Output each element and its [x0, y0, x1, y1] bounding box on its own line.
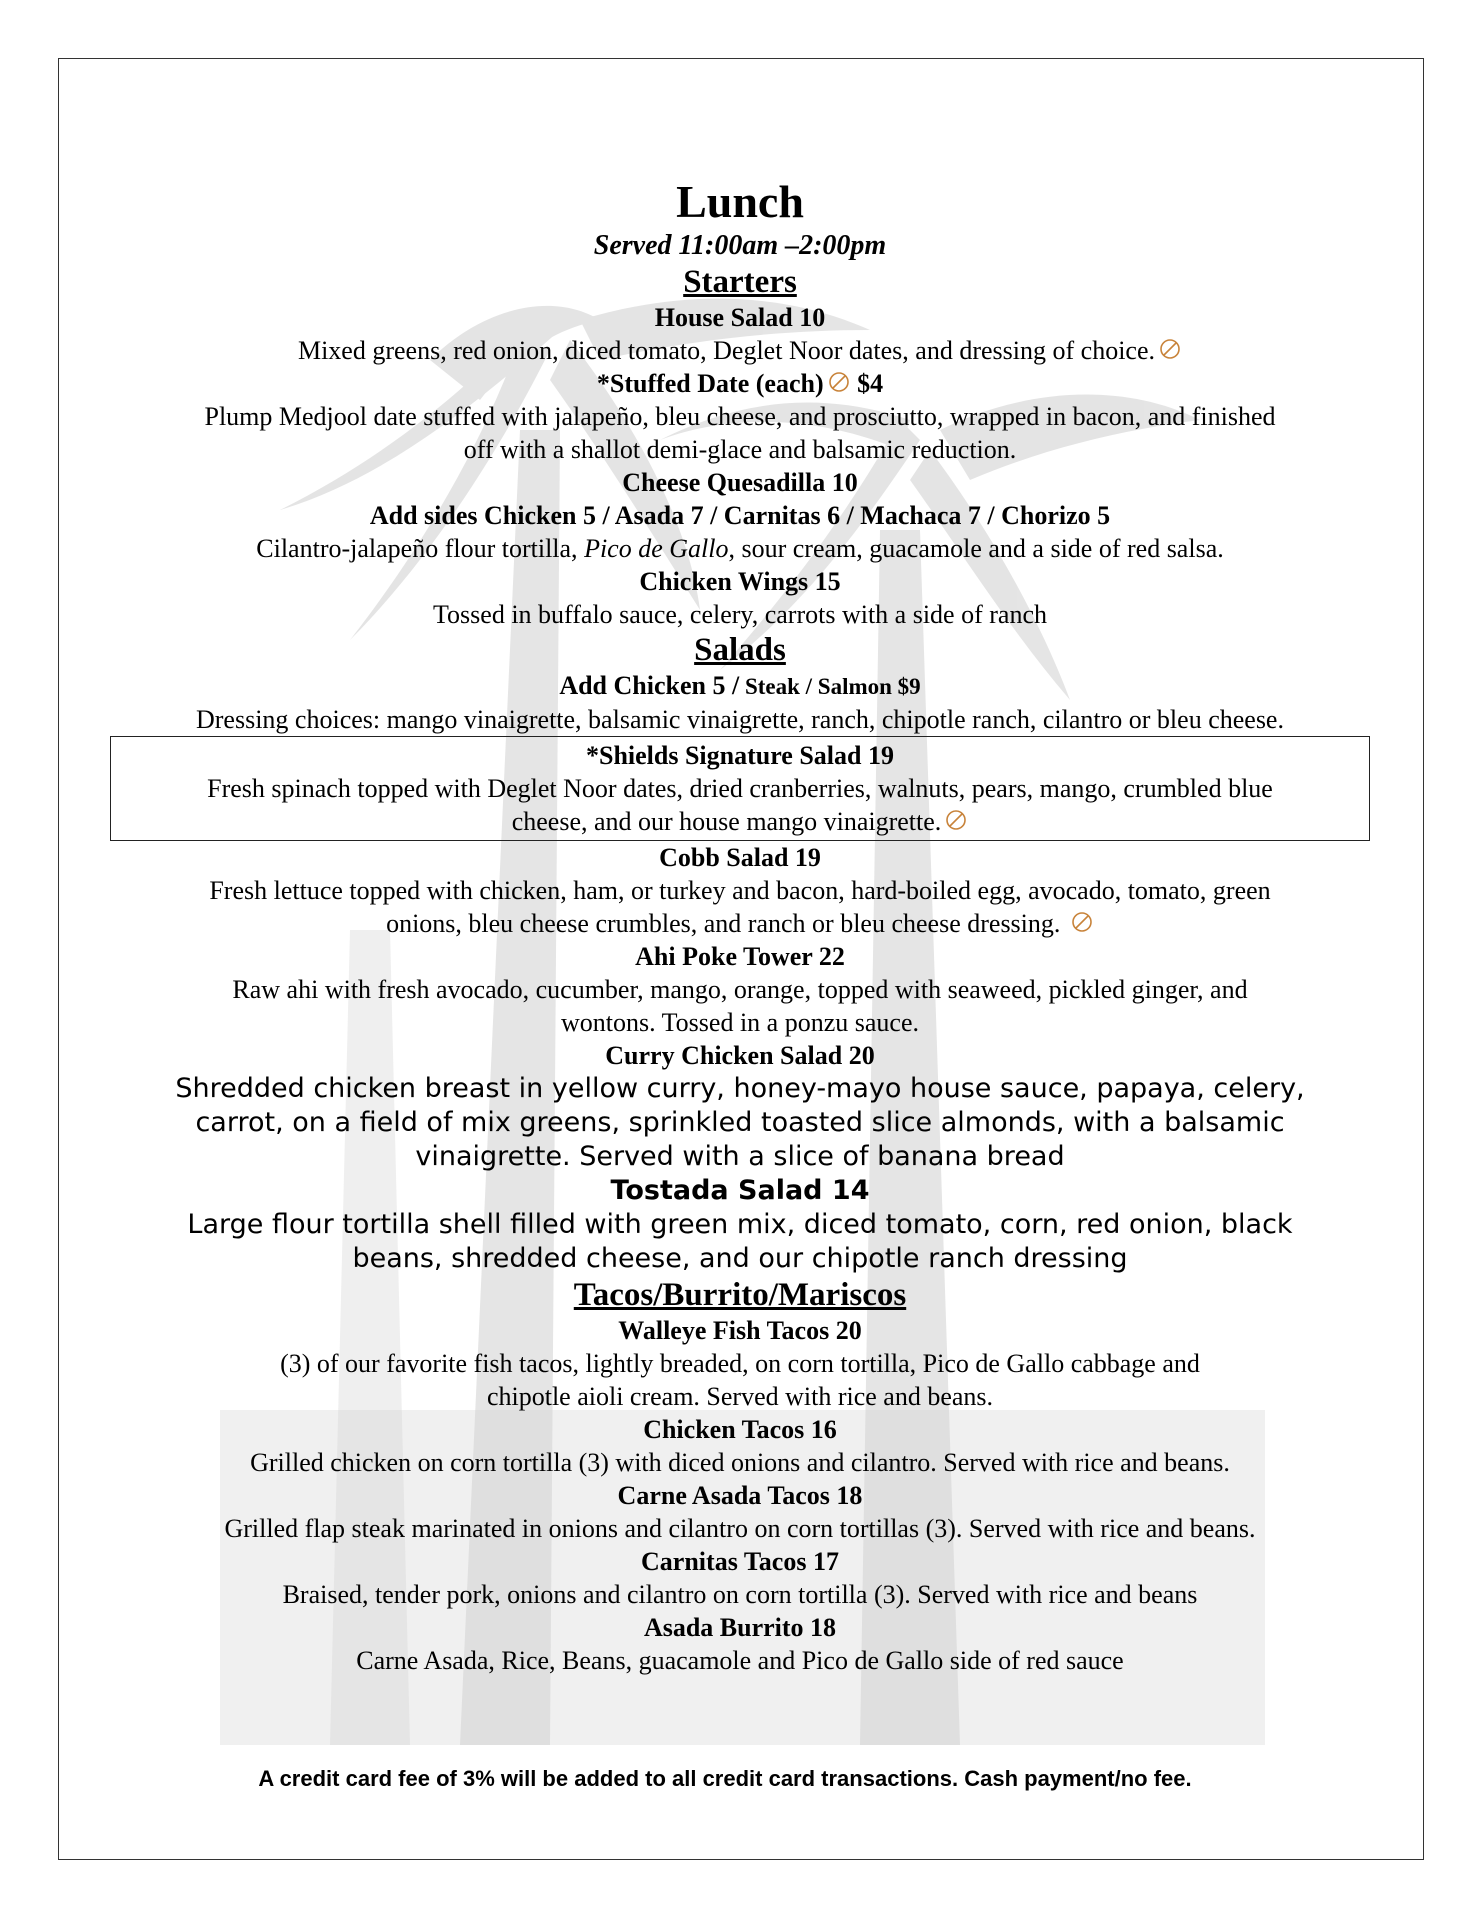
desc-house-salad [120, 334, 1360, 367]
desc-text: onions, bleu cheese crumbles, and ranch or bleu cheese dressing. [386, 909, 1061, 938]
item-asada-burrito: Asada Burrito 18 [643, 1613, 837, 1642]
gluten-free-icon [944, 808, 968, 832]
dressing-choices: Dressing choices: mango vinaigrette, balsamic vinaigrette, ranch, chipotle ranch, cilantro or bleu cheese. [196, 705, 1284, 734]
add-small: Steak / Salmon $9 [739, 674, 921, 699]
menu-content [120, 175, 1360, 1677]
desc-italic: Pico de Gallo [584, 534, 729, 563]
item-house-salad: House Salad 10 [654, 303, 826, 332]
desc-stuffed-date-line-1: Plump Medjool date stuffed with jalapeño, bleu cheese, and prosciutto, wrapped in bacon, and finished [204, 402, 1276, 431]
desc-tostada-line-1: Large flour tortilla shell filled with green mix, diced tomato, corn, red onion, black [187, 1209, 1293, 1240]
section-heading-tacos: Tacos/Burrito/Mariscos [573, 1277, 907, 1313]
item-curry-chicken-salad: Curry Chicken Salad 20 [605, 1041, 875, 1070]
item-name: *Stuffed Date (each) [596, 369, 824, 398]
gluten-free-icon [827, 370, 851, 394]
gluten-free-icon [1158, 337, 1182, 361]
desc-curry-line-1: Shredded chicken breast in yellow curry, honey-mayo house sauce, papaya, celery, [175, 1073, 1305, 1104]
item-carnitas-tacos: Carnitas Tacos 17 [641, 1547, 839, 1576]
item-shields-signature-salad: *Shields Signature Salad 19 [585, 741, 894, 770]
desc-tostada-line-2: beans, shredded cheese, and our chipotle ranch dressing [352, 1243, 1128, 1274]
desc-text: Cilantro-jalapeño flour tortilla, [256, 534, 585, 563]
desc-text: Mixed greens, red onion, diced tomato, Deglet Noor dates, and dressing of choice. [297, 336, 1156, 365]
desc-asada-burrito: Carne Asada, Rice, Beans, guacamole and Pico de Gallo side of red sauce [356, 1646, 1124, 1675]
desc-signature-line-2 [119, 805, 1361, 838]
desc-walleye-line-1: (3) of our favorite fish tacos, lightly breaded, on corn tortilla, Pico de Gallo cabbage and [280, 1349, 1200, 1378]
serving-hours: Served 11:00am –2:00pm [593, 230, 887, 261]
desc-curry-line-2: carrot, on a field of mix greens, sprinkled toasted slice almonds, with a balsamic [195, 1107, 1285, 1138]
desc-chicken-tacos: Grilled chicken on corn tortilla (3) with diced onions and cilantro. Served with rice and beans. [250, 1448, 1230, 1477]
desc-text: cheese, and our house mango vinaigrette. [511, 807, 942, 836]
desc-text: , sour cream, guacamole and a side of red salsa. [728, 534, 1224, 563]
desc-chicken-wings: Tossed in buffalo sauce, celery, carrots with a side of ranch [432, 600, 1047, 629]
item-chicken-wings: Chicken Wings 15 [639, 567, 841, 596]
item-cobb-salad: Cobb Salad 19 [659, 843, 821, 872]
item-stuffed-date [120, 367, 1360, 400]
section-heading-salads: Salads [694, 632, 786, 668]
section-heading-starters: Starters [683, 264, 797, 300]
menu-title: Lunch [676, 176, 804, 227]
item-tostada-salad: Tostada Salad 14 [610, 1175, 870, 1206]
item-cheese-quesadilla: Cheese Quesadilla 10 [622, 468, 858, 497]
item-ahi-poke-tower: Ahi Poke Tower 22 [635, 942, 845, 971]
item-carne-asada-tacos: Carne Asada Tacos 18 [617, 1481, 863, 1510]
item-chicken-tacos: Chicken Tacos 16 [643, 1415, 837, 1444]
signature-salad-box [110, 736, 1370, 841]
desc-quesadilla [120, 532, 1360, 565]
add-main: Add Chicken 5 / [559, 671, 740, 700]
desc-poke-line-2: wontons. Tossed in a ponzu sauce. [560, 1008, 920, 1037]
desc-walleye-line-2: chipotle aioli cream. Served with rice and beans. [486, 1382, 994, 1411]
item-walleye-fish-tacos: Walleye Fish Tacos 20 [618, 1316, 862, 1345]
desc-poke-line-1: Raw ahi with fresh avocado, cucumber, mango, orange, topped with seaweed, pickled ginger, and [232, 975, 1248, 1004]
desc-cobb-line-2 [120, 907, 1360, 940]
desc-cobb-line-1: Fresh lettuce topped with chicken, ham, or turkey and bacon, hard-boiled egg, avocado, tomato, green [209, 876, 1271, 905]
gluten-free-icon [1070, 910, 1094, 934]
credit-card-fee-notice: A credit card fee of 3% will be added to all credit card transactions. Cash payment/no fee. [258, 1766, 1192, 1791]
salad-add-protein [120, 669, 1360, 703]
desc-stuffed-date-line-2: off with a shallot demi-glace and balsamic reduction. [463, 435, 1017, 464]
quesadilla-add-sides: Add sides Chicken 5 / Asada 7 / Carnitas 6 / Machaca 7 / Chorizo 5 [369, 501, 1111, 530]
desc-carnitas-tacos: Braised, tender pork, onions and cilantro on corn tortilla (3). Served with rice and beans [282, 1580, 1198, 1609]
desc-curry-line-3: vinaigrette. Served with a slice of banana bread [415, 1141, 1065, 1172]
desc-carne-asada-tacos: Grilled flap steak marinated in onions and cilantro on corn tortillas (3). Served with rice and beans. [224, 1514, 1256, 1543]
desc-signature-line-1: Fresh spinach topped with Deglet Noor dates, dried cranberries, walnuts, pears, mango, crumbled blue [207, 774, 1273, 803]
item-price: $4 [850, 369, 884, 398]
